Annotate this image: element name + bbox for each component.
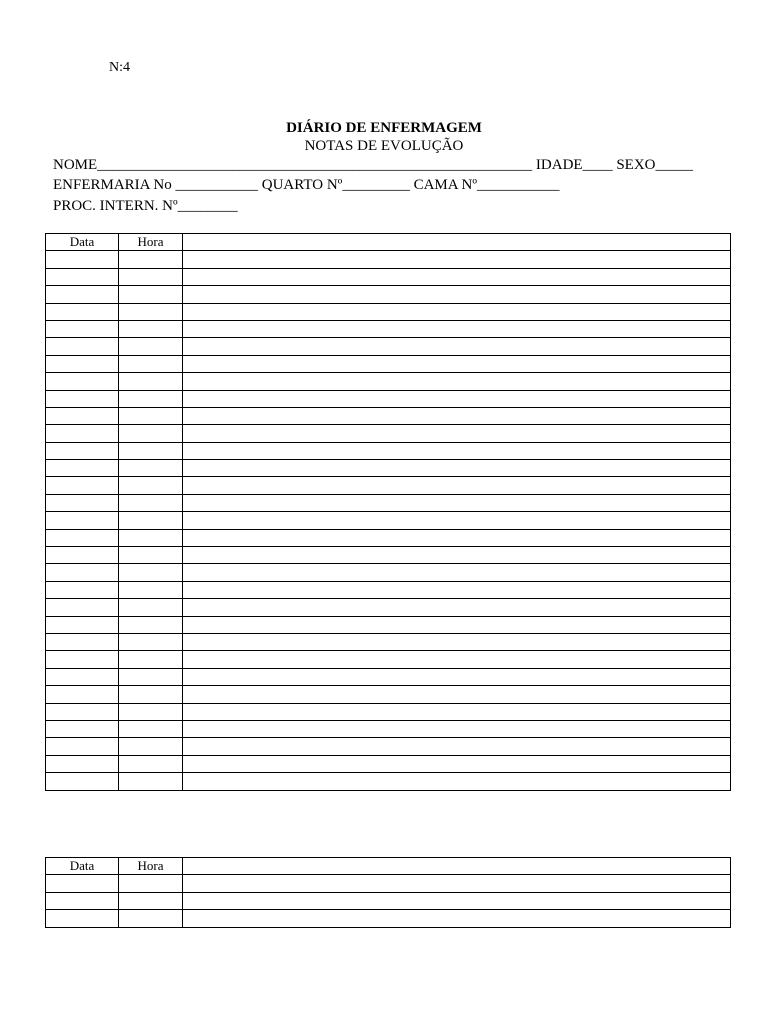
table-row (46, 616, 731, 633)
table-row (46, 633, 731, 650)
evolution-notes-table-continued (45, 857, 731, 928)
table-row (46, 338, 731, 355)
notes-cell[interactable] (183, 390, 731, 407)
hora-cell[interactable] (119, 390, 183, 407)
table-row (46, 564, 731, 581)
table-row (46, 547, 731, 564)
data-cell[interactable] (46, 303, 119, 320)
internment-process-line: PROC. INTERN. Nº________ (53, 198, 238, 214)
hora-cell[interactable] (119, 599, 183, 616)
notes-cell[interactable] (183, 703, 731, 720)
data-cell[interactable] (46, 616, 119, 633)
notes-cell[interactable] (183, 581, 731, 598)
page-number: N:4 (109, 60, 130, 75)
data-cell[interactable] (46, 581, 119, 598)
notes-cell[interactable] (183, 529, 731, 546)
hora-cell[interactable] (119, 529, 183, 546)
table-row (46, 286, 731, 303)
hora-cell[interactable] (119, 477, 183, 494)
hora-cell[interactable] (119, 251, 183, 268)
ward-room-bed-line: ENFERMARIA No ___________ QUARTO Nº_________ CAMA Nº___________ (53, 177, 560, 193)
notes-cell[interactable] (183, 910, 731, 927)
hora-cell[interactable] (119, 303, 183, 320)
notes-cell[interactable] (183, 633, 731, 650)
hora-cell[interactable] (119, 268, 183, 285)
notes-cell[interactable] (183, 303, 731, 320)
table-row (46, 303, 731, 320)
data-cell[interactable] (46, 338, 119, 355)
data-cell[interactable] (46, 547, 119, 564)
data-cell[interactable] (46, 268, 119, 285)
data-cell[interactable] (46, 373, 119, 390)
notes-cell[interactable] (183, 442, 731, 459)
notes-cell[interactable] (183, 460, 731, 477)
notes-cell[interactable] (183, 755, 731, 772)
data-cell[interactable] (46, 668, 119, 685)
hora-cell[interactable] (119, 338, 183, 355)
table-row (46, 390, 731, 407)
table-row (46, 494, 731, 511)
evolution-notes-body (46, 251, 731, 790)
notes-cell[interactable] (183, 616, 731, 633)
table-row (46, 320, 731, 337)
notes-cell[interactable] (183, 564, 731, 581)
table-row (46, 442, 731, 459)
table-row (46, 477, 731, 494)
notes-cell[interactable] (183, 738, 731, 755)
data-cell[interactable] (46, 564, 119, 581)
hora-cell[interactable] (119, 547, 183, 564)
notes-cell[interactable] (183, 286, 731, 303)
data-cell[interactable] (46, 651, 119, 668)
table-row (46, 651, 731, 668)
patient-name-age-sex-line: NOME__________________________________________________________ IDADE____ SEXO_____ (53, 157, 693, 173)
data-cell[interactable] (46, 494, 119, 511)
data-cell[interactable] (46, 738, 119, 755)
table-row (46, 703, 731, 720)
data-cell[interactable] (46, 703, 119, 720)
table-row (46, 738, 731, 755)
column-header-notes (183, 234, 731, 251)
data-cell[interactable] (46, 599, 119, 616)
table-row (46, 875, 731, 892)
data-cell[interactable] (46, 720, 119, 737)
hora-cell[interactable] (119, 442, 183, 459)
hora-cell[interactable] (119, 738, 183, 755)
data-cell[interactable] (46, 755, 119, 772)
hora-cell[interactable] (119, 355, 183, 372)
hora-cell[interactable] (119, 651, 183, 668)
notes-cell[interactable] (183, 720, 731, 737)
notes-cell[interactable] (183, 494, 731, 511)
column-header-notes (183, 858, 731, 875)
hora-cell[interactable] (119, 892, 183, 909)
data-cell[interactable] (46, 529, 119, 546)
table-header-row (46, 234, 731, 251)
data-cell[interactable] (46, 390, 119, 407)
notes-cell[interactable] (183, 875, 731, 892)
data-cell[interactable] (46, 686, 119, 703)
hora-cell[interactable] (119, 512, 183, 529)
data-cell[interactable] (46, 460, 119, 477)
table-row (46, 720, 731, 737)
notes-cell[interactable] (183, 268, 731, 285)
table-row (46, 599, 731, 616)
table-row (46, 425, 731, 442)
hora-cell[interactable] (119, 373, 183, 390)
data-cell[interactable] (46, 425, 119, 442)
hora-cell[interactable] (119, 425, 183, 442)
hora-cell[interactable] (119, 686, 183, 703)
notes-cell[interactable] (183, 651, 731, 668)
hora-cell[interactable] (119, 407, 183, 424)
page-subtitle: NOTAS DE EVOLUÇÃO (304, 138, 464, 154)
notes-cell[interactable] (183, 892, 731, 909)
hora-cell[interactable] (119, 460, 183, 477)
column-header-hora: Hora (119, 858, 183, 875)
notes-cell[interactable] (183, 773, 731, 790)
table-row (46, 355, 731, 372)
notes-cell[interactable] (183, 320, 731, 337)
hora-cell[interactable] (119, 494, 183, 511)
table-row (46, 460, 731, 477)
data-cell[interactable] (46, 633, 119, 650)
table-row (46, 251, 731, 268)
notes-cell[interactable] (183, 512, 731, 529)
hora-cell[interactable] (119, 616, 183, 633)
data-cell[interactable] (46, 773, 119, 790)
notes-cell[interactable] (183, 373, 731, 390)
table-row (46, 407, 731, 424)
hora-cell[interactable] (119, 320, 183, 337)
hora-cell[interactable] (119, 720, 183, 737)
evolution-notes-body-continued (46, 875, 731, 927)
table-header-row (46, 858, 731, 875)
data-cell[interactable] (46, 407, 119, 424)
data-cell[interactable] (46, 251, 119, 268)
notes-cell[interactable] (183, 599, 731, 616)
hora-cell[interactable] (119, 703, 183, 720)
data-cell[interactable] (46, 442, 119, 459)
page-title: DIÁRIO DE ENFERMAGEM (286, 120, 482, 136)
hora-cell[interactable] (119, 910, 183, 927)
table-row (46, 668, 731, 685)
table-row (46, 581, 731, 598)
table-row (46, 892, 731, 909)
notes-cell[interactable] (183, 407, 731, 424)
notes-cell[interactable] (183, 251, 731, 268)
notes-cell[interactable] (183, 668, 731, 685)
hora-cell[interactable] (119, 286, 183, 303)
data-cell[interactable] (46, 286, 119, 303)
table-row (46, 910, 731, 927)
column-header-data: Data (46, 234, 119, 251)
data-cell[interactable] (46, 320, 119, 337)
notes-cell[interactable] (183, 355, 731, 372)
hora-cell[interactable] (119, 564, 183, 581)
table-row (46, 529, 731, 546)
notes-cell[interactable] (183, 547, 731, 564)
column-header-hora: Hora (119, 234, 183, 251)
notes-cell[interactable] (183, 425, 731, 442)
evolution-notes-table (45, 233, 731, 791)
notes-cell[interactable] (183, 477, 731, 494)
table-row (46, 512, 731, 529)
table-row (46, 686, 731, 703)
hora-cell[interactable] (119, 875, 183, 892)
table-row (46, 773, 731, 790)
data-cell[interactable] (46, 875, 119, 892)
notes-cell[interactable] (183, 338, 731, 355)
table-row (46, 755, 731, 772)
data-cell[interactable] (46, 910, 119, 927)
data-cell[interactable] (46, 355, 119, 372)
table-row (46, 268, 731, 285)
hora-cell[interactable] (119, 581, 183, 598)
table-row (46, 373, 731, 390)
hora-cell[interactable] (119, 773, 183, 790)
column-header-data: Data (46, 858, 119, 875)
hora-cell[interactable] (119, 633, 183, 650)
notes-cell[interactable] (183, 686, 731, 703)
hora-cell[interactable] (119, 668, 183, 685)
data-cell[interactable] (46, 512, 119, 529)
data-cell[interactable] (46, 892, 119, 909)
hora-cell[interactable] (119, 755, 183, 772)
data-cell[interactable] (46, 477, 119, 494)
